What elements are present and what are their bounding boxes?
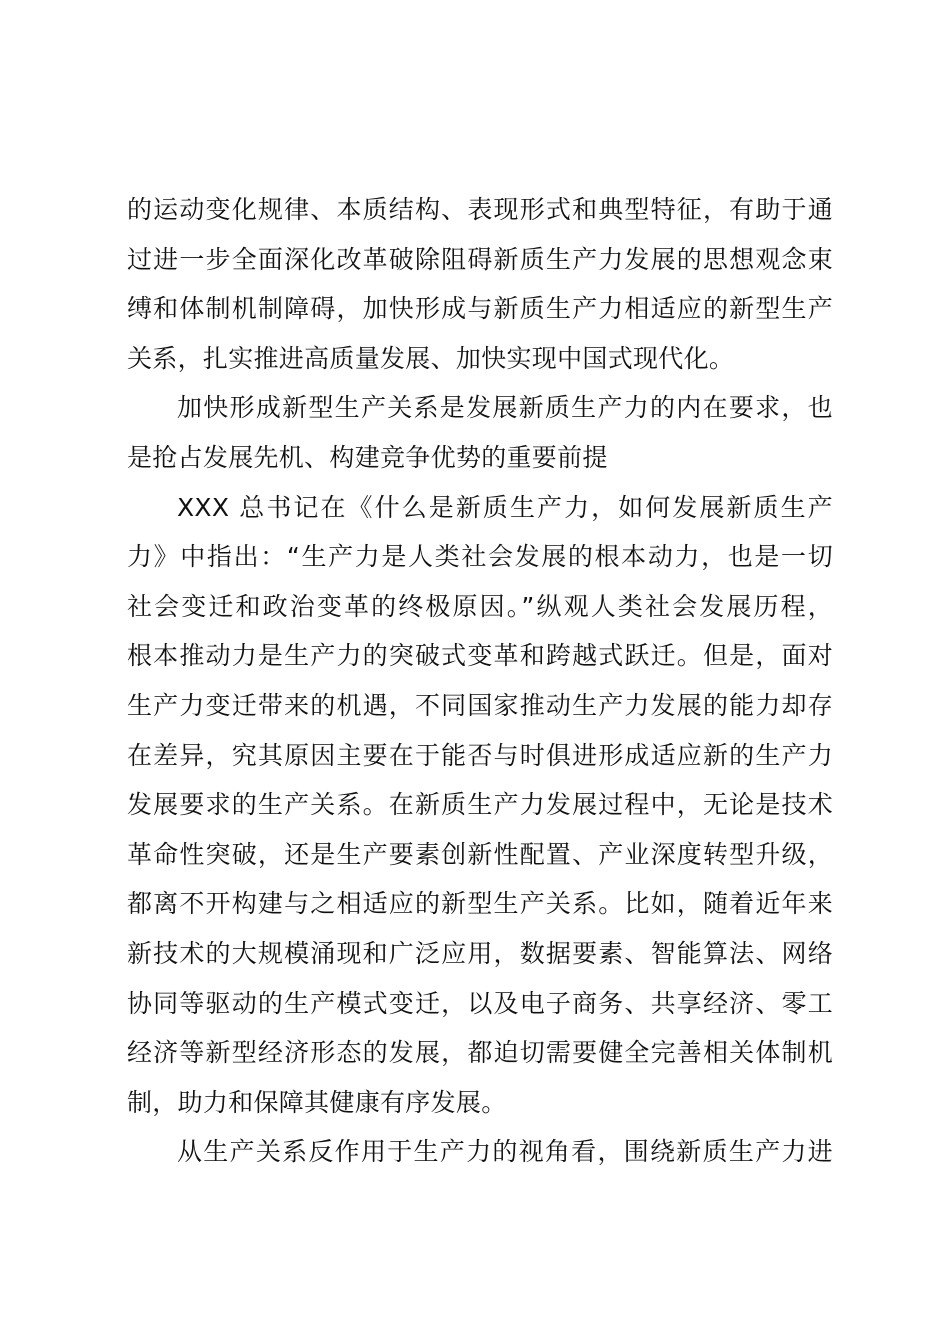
text-line: 发展要求的生产关系。在新质生产力发展过程中，无论是技术 [127, 790, 833, 820]
text-line: 协同等驱动的生产模式变迁，以及电子商务、共享经济、零工 [127, 988, 833, 1018]
text-line: 的运动变化规律、本质结构、表现形式和典型特征，有助于通 [127, 195, 833, 224]
text-line: 经济等新型经济形态的发展，都迫切需要健全完善相关体制机 [127, 1038, 833, 1068]
text-line: 过进一步全面深化改革破除阻碍新质生产力发展的思想观念束 [127, 244, 833, 274]
text-line: 制，助力和保障其健康有序发展。 [127, 1087, 507, 1117]
paragraph-heading-line: 加快形成新型生产关系是发展新质生产力的内在要求，也 [177, 393, 833, 423]
text-line: 革命性突破，还是生产要素创新性配置、产业深度转型升级， [127, 839, 833, 869]
text-line: 缚和体制机制障碍，加快形成与新质生产力相适应的新型生产 [127, 294, 833, 324]
text-line: 新技术的大规模涌现和广泛应用，数据要素、智能算法、网络 [127, 938, 833, 968]
text-line: 生产力变迁带来的机遇，不同国家推动生产力发展的能力却存 [127, 690, 833, 720]
text-line: 都离不开构建与之相适应的新型生产关系。比如，随着近年来 [127, 889, 833, 919]
text-line: 从生产关系反作用于生产力的视角看，围绕新质生产力进 [177, 1137, 833, 1167]
paragraph-heading-line: 是抢占发展先机、构建竞争优势的重要前提 [127, 442, 608, 472]
text-line: 力》中指出：“生产力是人类社会发展的根本动力，也是一切 [127, 542, 833, 572]
text-line: 社会变迁和政治变革的终极原因。”纵观人类社会发展历程， [127, 591, 833, 621]
text-line: XXX 总书记在《什么是新质生产力，如何发展新质生产 [177, 492, 833, 522]
text-line: 根本推动力是生产力的突破式变革和跨越式跃迁。但是，面对 [127, 641, 833, 671]
text-line: 在差异，究其原因主要在于能否与时俱进形成适应新的生产力 [127, 740, 833, 770]
text-line: 关系，扎实推进高质量发展、加快实现中国式现代化。 [127, 343, 735, 373]
body-text [127, 185, 833, 1177]
